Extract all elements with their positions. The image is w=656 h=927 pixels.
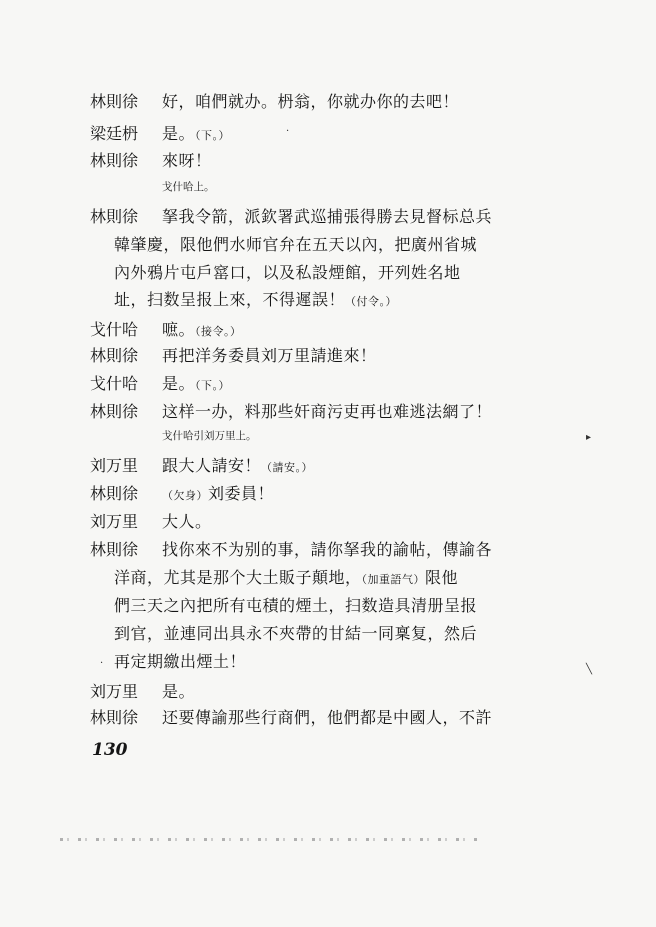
speech-text: 是。	[162, 682, 196, 701]
speech-text: 找你來不为别的事，請你拏我的諭帖，傳諭各	[162, 540, 493, 559]
speech-text	[162, 482, 274, 508]
print-speck: ·	[100, 658, 104, 669]
print-speck: ╲	[586, 664, 593, 675]
speech-text	[162, 318, 242, 344]
speech-continuation: 韓肇慶，限他們水师官弁在五天以內，把廣州省城	[114, 235, 478, 254]
stage-direction: （請安。）	[261, 461, 314, 474]
speech-continuation	[114, 288, 397, 314]
print-speck: ▸	[586, 432, 592, 443]
speech-text	[162, 122, 230, 148]
page-number: 130	[92, 740, 128, 760]
speech-words: 洋商，尤其是那个大土販子顛地，	[114, 568, 362, 587]
speech-words: 嗻。	[162, 320, 196, 339]
stage-direction: （付令。）	[345, 295, 398, 308]
bottom-scan-noise	[60, 838, 480, 841]
speech-continuation: 內外鴉片屯戶窰口，以及私設煙館，开列姓名地	[114, 263, 461, 282]
speech-words: 跟大人請安！	[162, 456, 262, 475]
speech-text: 拏我令箭，派欽署武巡捕張得勝去見督标总兵	[162, 207, 493, 226]
speech-words: 址，扫数呈报上來，不得遲誤！	[114, 290, 346, 309]
stage-direction: （下。）	[195, 129, 231, 142]
speaker-name: 林則徐	[90, 484, 139, 503]
speech-text: 大人。	[162, 512, 212, 531]
speech-words: 限他	[425, 568, 459, 587]
print-speck: ·	[286, 126, 290, 137]
speaker-name: 戈什哈	[90, 320, 139, 339]
speaker-name: 刘万里	[90, 512, 139, 531]
speech-words: 刘委員！	[208, 484, 275, 503]
speaker-name: 戈什哈	[90, 374, 139, 393]
speech-text: 这样一办，料那些奸商污吏再也难逃法網了！	[162, 402, 493, 421]
stage-direction: （欠身）	[162, 489, 208, 502]
speaker-name: 林則徐	[90, 92, 139, 111]
speaker-name: 林則徐	[90, 708, 139, 727]
speech-text: 來呀！	[162, 151, 212, 170]
stage-direction: 戈什哈上。	[162, 181, 215, 193]
speaker-name: 林則徐	[90, 151, 139, 170]
speech-continuation: 再定期繳出煙土！	[114, 652, 247, 671]
speaker-name: 林則徐	[90, 346, 139, 365]
speech-words: 是。	[162, 374, 196, 393]
speech-continuation	[114, 566, 458, 592]
stage-direction: 戈什哈引刘万里上。	[162, 430, 257, 442]
speech-words: 是。	[162, 124, 196, 143]
speaker-name: 刘万里	[90, 682, 139, 701]
speech-continuation: 到官，並連同出具永不夾帶的甘結一同稟复，然后	[114, 624, 478, 643]
stage-direction: （下。）	[195, 379, 231, 392]
speech-text	[162, 454, 313, 480]
stage-direction: （加重語气）	[361, 573, 426, 586]
speech-text: 再把洋务委員刘万里請進來！	[162, 346, 377, 365]
speaker-name: 刘万里	[90, 456, 139, 475]
speech-text	[162, 372, 230, 398]
speaker-name: 梁廷枬	[90, 124, 139, 143]
speech-text: 还要傳諭那些行商們，他們都是中國人，不許	[162, 708, 493, 727]
speech-text: 好，咱們就办。枬翁，你就办你的去吧！	[162, 92, 460, 111]
speaker-name: 林則徐	[90, 402, 139, 421]
stage-direction: （接令。）	[195, 325, 242, 338]
speech-continuation: 們三天之內把所有屯積的煙土，扫数造具清册呈报	[114, 596, 478, 615]
speaker-name: 林則徐	[90, 540, 139, 559]
speaker-name: 林則徐	[90, 207, 139, 226]
